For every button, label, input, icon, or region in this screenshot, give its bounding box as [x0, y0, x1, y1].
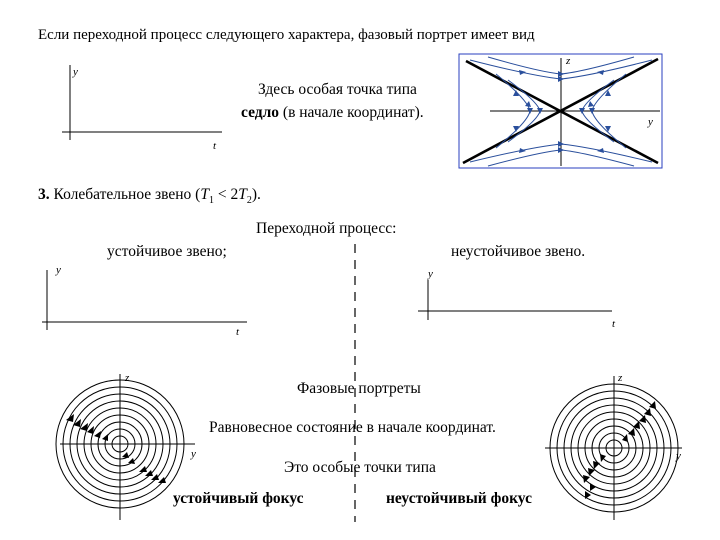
- unstable-portrait-z-label: z: [618, 372, 623, 384]
- saddle-note-rest: (в начале координат).: [279, 104, 424, 121]
- saddle-note-line1: Здесь особая точка типа: [258, 81, 417, 98]
- section-3-close: ).: [251, 186, 261, 203]
- stable-transient-y-label: y: [56, 264, 61, 276]
- equilibrium-text: Равновесное состояние в начале координат.: [209, 419, 496, 436]
- unstable-transient-t-label: t: [612, 318, 616, 330]
- stable-transient-t-label: t: [236, 326, 240, 338]
- stable-link-label: устойчивое звено;: [107, 243, 227, 260]
- unstable-transient-y-label: y: [428, 268, 433, 280]
- intro-text: Если переходной процесс следующего характера, фазовый портрет имеет вид: [38, 27, 535, 43]
- section-3-t2-sub: 2: [246, 195, 252, 207]
- saddle-portrait-z-label: z: [566, 55, 571, 67]
- phase-portraits-heading: Фазовые портреты: [297, 380, 421, 397]
- section-3-title: Колебательное звено (: [49, 186, 201, 203]
- stable-portrait-y-label: y: [191, 448, 196, 460]
- unstable-focus-label: неустойчивый фокус: [386, 490, 532, 507]
- stable-portrait-z-label: z: [125, 372, 130, 384]
- saddle-type-label: седло: [241, 104, 280, 121]
- unstable-portrait-y-label: y: [676, 450, 681, 462]
- unstable-link-label: неустойчивое звено.: [451, 243, 586, 260]
- special-points-text: Это особые точки типа: [284, 459, 436, 476]
- saddle-transient-y-label: y: [73, 66, 78, 78]
- section-3-number: 3.: [38, 186, 50, 203]
- section-3-t1-sub: 1: [208, 195, 214, 207]
- section-3-lt: < 2: [213, 186, 239, 203]
- saddle-portrait-y-label: y: [648, 116, 653, 128]
- transient-heading: Переходной процесс:: [256, 220, 397, 237]
- stable-focus-label: устойчивый фокус: [173, 490, 304, 507]
- section-3-t1: T: [200, 186, 209, 203]
- section-3-t2: T: [238, 186, 247, 203]
- saddle-transient-t-label: t: [213, 140, 217, 152]
